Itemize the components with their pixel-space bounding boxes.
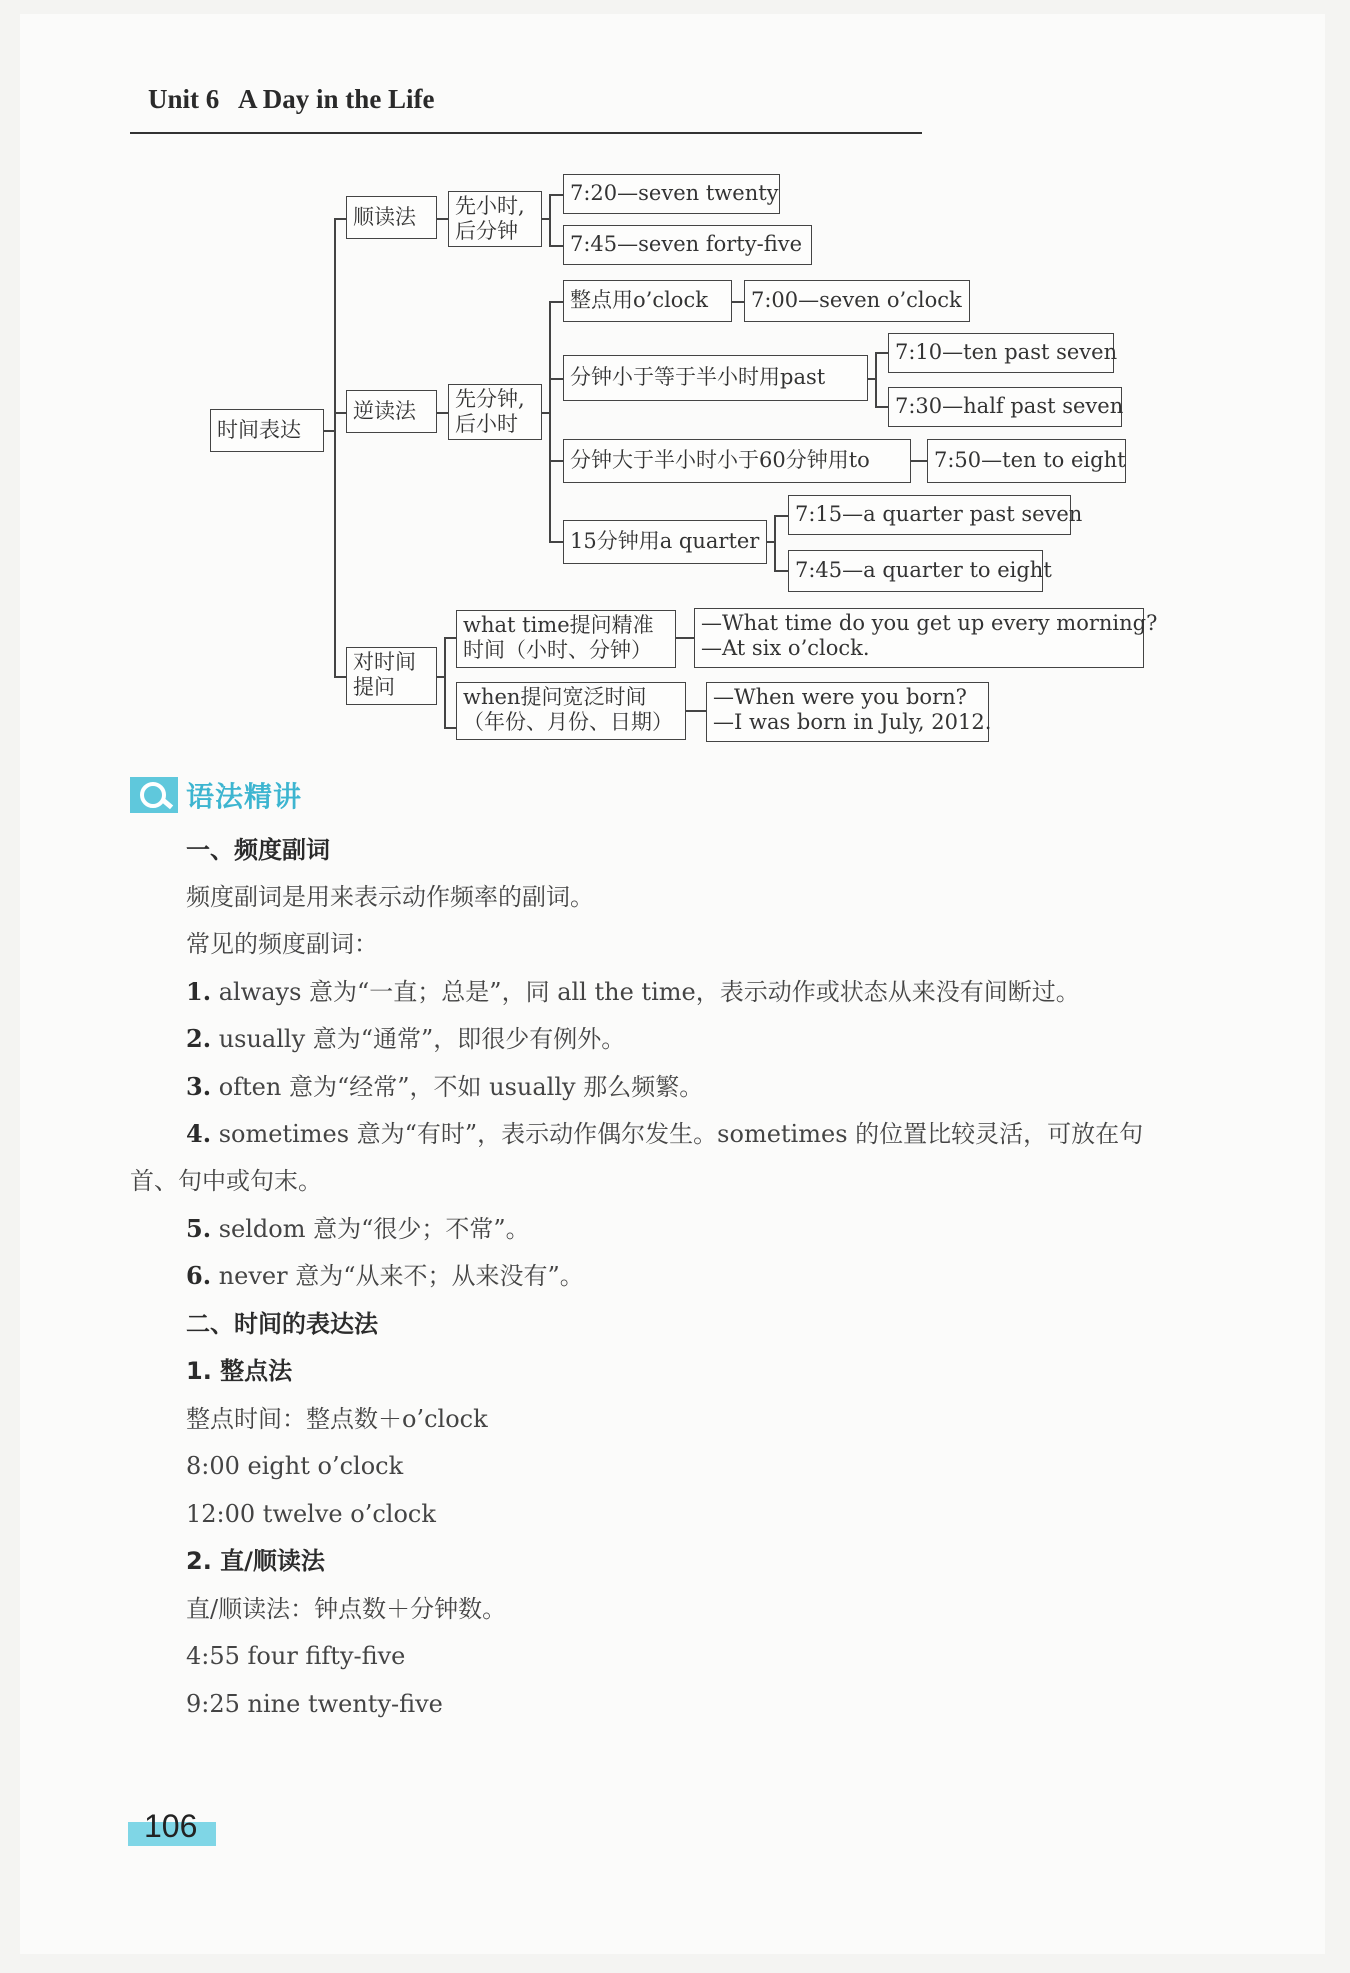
example-line: 12:00 twelve o’clock: [186, 1500, 436, 1528]
example-box: 7:10—ten past seven: [888, 333, 1114, 373]
heading-time-expressions: 二、时间的表达法: [186, 1310, 378, 1338]
item-number: 6.: [186, 1261, 212, 1290]
page-number: 106: [144, 1808, 198, 1844]
branch-shundu-rule: [448, 191, 542, 247]
connector: [774, 515, 776, 571]
connector: [444, 637, 456, 639]
example-box: 7:30—half past seven: [888, 387, 1122, 427]
unit-title: A Day in the Life: [238, 84, 435, 114]
running-header: [148, 84, 435, 115]
list-item: [186, 1119, 1143, 1149]
branch-label-line: 提问: [353, 675, 395, 699]
mindmap-root: 时间表达: [210, 409, 324, 452]
connector: [334, 218, 346, 220]
example-box: 7:00—seven o’clock: [744, 280, 970, 322]
connector: [774, 570, 788, 572]
dialogue-line: —When were you born?: [713, 685, 967, 709]
rule-line: what time提问精准: [463, 613, 654, 637]
connector: [436, 412, 448, 414]
paragraph: 常见的频度副词：: [186, 930, 378, 958]
connector: [549, 194, 563, 196]
list-item-continuation: 首、句中或句末。: [130, 1167, 322, 1195]
connector: [549, 194, 551, 246]
example-box: 7:15—a quarter past seven: [788, 495, 1071, 535]
connector: [732, 301, 744, 303]
subheading-oclock: 1. 整点法: [186, 1357, 293, 1385]
example-line: 4:55 four fifty-five: [186, 1642, 406, 1670]
dialogue-line: —I was born in July, 2012.: [713, 710, 992, 734]
paragraph: 直/顺读法：钟点数＋分钟数。: [186, 1595, 507, 1623]
unit-label: Unit 6: [148, 84, 220, 114]
rule-oclock: 整点用o’clock: [563, 280, 732, 322]
connector: [549, 378, 563, 380]
branch-nidu: 逆读法: [346, 390, 437, 433]
connector: [686, 710, 706, 712]
branch-nidu-rule: [448, 384, 542, 440]
rule-when: [456, 682, 686, 740]
branch-shundu: 顺读法: [346, 196, 437, 239]
connector: [549, 460, 563, 462]
connector: [436, 218, 448, 220]
branch-label-line: 对时间: [353, 650, 416, 674]
connector: [676, 637, 694, 639]
item-text: seldom 意为“很少；不常”。: [211, 1215, 530, 1243]
item-number: 3.: [186, 1072, 212, 1101]
magnifier-icon: [130, 777, 178, 813]
example-dialogue: [694, 608, 1158, 668]
rule-quarter: 15分钟用a quarter: [563, 520, 767, 564]
connector: [875, 352, 888, 354]
list-item: [186, 1214, 530, 1244]
rule-line: 先小时,: [455, 194, 525, 218]
connector: [334, 676, 346, 678]
connector: [444, 637, 446, 727]
list-item: [186, 1261, 584, 1291]
example-box: 7:45—a quarter to eight: [788, 550, 1043, 592]
connector: [774, 515, 788, 517]
list-item: [186, 1072, 703, 1102]
example-box: 7:20—seven twenty: [563, 174, 780, 214]
rule-line: 后分钟: [455, 219, 518, 243]
example-box: 7:50—ten to eight: [927, 439, 1126, 483]
connector: [875, 406, 888, 408]
connector: [549, 301, 563, 303]
dialogue-line: —What time do you get up every morning?: [701, 611, 1158, 635]
item-text: sometimes 意为“有时”，表示动作偶尔发生。sometimes 的位置比较灵活，可放在句: [211, 1120, 1144, 1148]
rule-line: when提问宽泛时间: [463, 685, 647, 709]
rule-line: 后小时: [455, 412, 518, 436]
rule-line: 时间（小时、分钟）: [463, 638, 652, 662]
item-text: always 意为“一直；总是”，同 all the time，表示动作或状态从来没有间断过。: [211, 978, 1080, 1006]
item-number: 2.: [186, 1024, 212, 1053]
dialogue-line: —At six o’clock.: [701, 636, 870, 660]
connector: [334, 218, 336, 676]
connector: [549, 301, 551, 542]
paragraph: 频度副词是用来表示动作频率的副词。: [186, 883, 594, 911]
item-number: 1.: [186, 977, 212, 1006]
item-text: often 意为“经常”，不如 usually 那么频繁。: [211, 1073, 704, 1101]
connector: [444, 727, 456, 729]
item-text: usually 意为“通常”，即很少有例外。: [211, 1025, 626, 1053]
list-item: [186, 1024, 625, 1054]
subheading-direct-reading: 2. 直/顺读法: [186, 1547, 325, 1575]
connector: [875, 352, 877, 407]
connector: [334, 412, 346, 414]
example-line: 8:00 eight o’clock: [186, 1452, 404, 1480]
branch-ask-time: [346, 647, 437, 705]
rule-line: 先分钟,: [455, 387, 525, 411]
list-item: [186, 977, 1080, 1007]
section-tag: [130, 776, 302, 814]
example-dialogue: [706, 682, 992, 742]
connector: [549, 245, 563, 247]
rule-line: （年份、月份、日期）: [463, 710, 673, 734]
example-box: 7:45—seven forty-five: [563, 225, 812, 265]
item-number: 4.: [186, 1119, 212, 1148]
connector: [911, 460, 927, 462]
item-number: 5.: [186, 1214, 212, 1243]
header-rule: [130, 132, 922, 134]
rule-what-time: [456, 610, 676, 668]
rule-past: 分钟小于等于半小时用past: [563, 355, 868, 401]
item-text: never 意为“从来不；从来没有”。: [211, 1262, 584, 1290]
rule-to: 分钟大于半小时小于60分钟用to: [563, 439, 911, 483]
paragraph: 整点时间：整点数＋o’clock: [186, 1405, 488, 1433]
heading-frequency-adverbs: 一、频度副词: [186, 836, 330, 864]
example-line: 9:25 nine twenty-five: [186, 1690, 443, 1718]
connector: [549, 541, 563, 543]
section-title: 语法精讲: [186, 780, 303, 813]
